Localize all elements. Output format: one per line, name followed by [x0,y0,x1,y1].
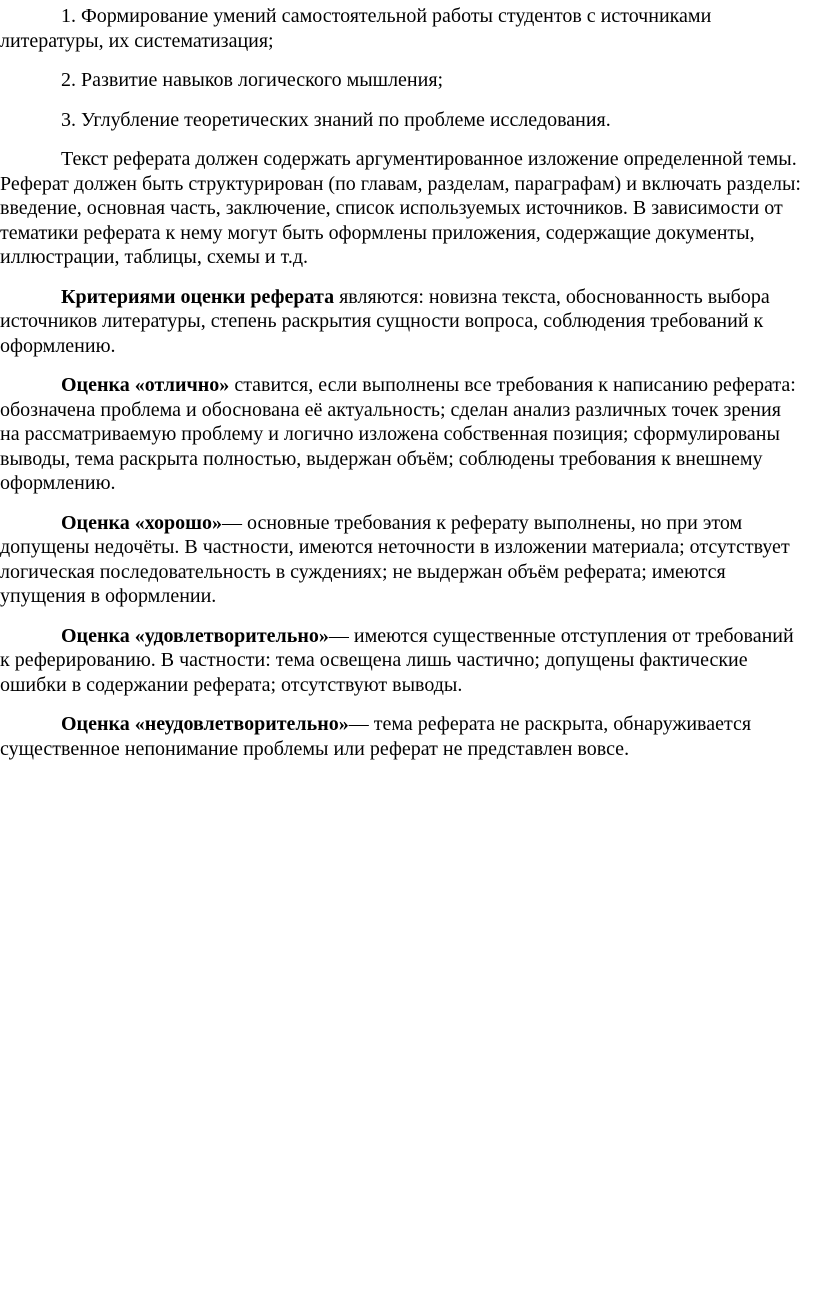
paragraph-grade-satisfactory [0,624,804,698]
document-body [0,4,804,776]
criteria-label: Критериями оценки реферата [61,285,335,308]
grade-unsatisfactory-label: Оценка «неудовлетворительно» [61,713,349,735]
paragraph-grade-unsatisfactory [0,712,804,761]
criteria-text: являются: новизна текста, обоснованность выбора источников литературы, степень раскрытия сущности вопроса, соблюдения требований к оформлению. [0,285,770,357]
paragraph-structure: Текст реферата должен содержать аргументированное изложение определенной темы. Реферат должен быть структурирован (по главам, разделам, параграфам) и включать разделы: введение, основная часть, заключение, список используемых источников. В зависимости от тематики реферата к нему могут быть оформлены приложения, содержащие документы, иллюстрации, таблицы, схемы и т.д. [0,148,801,268]
list-item-1: 1. Формирование умений самостоятельной работы студентов с источниками литературы, их систематизация; [0,5,712,52]
paragraph-grade-good [0,511,804,609]
paragraph-grade-excellent [0,373,804,496]
grade-excellent-label: Оценка «отлично» [61,374,230,396]
grade-excellent-text: ставится, если выполнены все требования к написанию реферата: обозначена проблема и обоснована её актуальность; сделан анализ различных точек зрения на рассматриваемую проблему и логично изложена собственная позиция; сформулированы выводы, тема раскрыта полностью, выдержан объём; соблюдены требования к внешнему оформлению. [0,374,796,494]
list-item-3: 3. Углубление теоретических знаний по проблеме исследования. [61,108,611,131]
grade-good-label: Оценка «хорошо» [61,511,222,534]
grade-satisfactory-text: — имеются существенные отступления от требований к реферированию. В частности: тема освещена лишь частично; допущены фактические ошибки в содержании реферата; отсутствуют выводы. [0,624,794,696]
list-item-2: 2. Развитие навыков логического мышления; [61,69,444,91]
grade-satisfactory-label: Оценка «удовлетворительно» [61,624,329,647]
paragraph-criteria [0,285,804,359]
grade-unsatisfactory-text: — тема реферата не раскрыта, обнаруживается существенное непонимание проблемы или реферат не представлен вовсе. [0,713,752,760]
grade-good-text: — основные требования к реферату выполнены, но при этом допущены недочёты. В частности, имеются неточности в изложении материала; отсутствует логическая последовательность в суждениях; не выдержан объём реферата; имеются упущения в оформлении. [0,511,790,607]
